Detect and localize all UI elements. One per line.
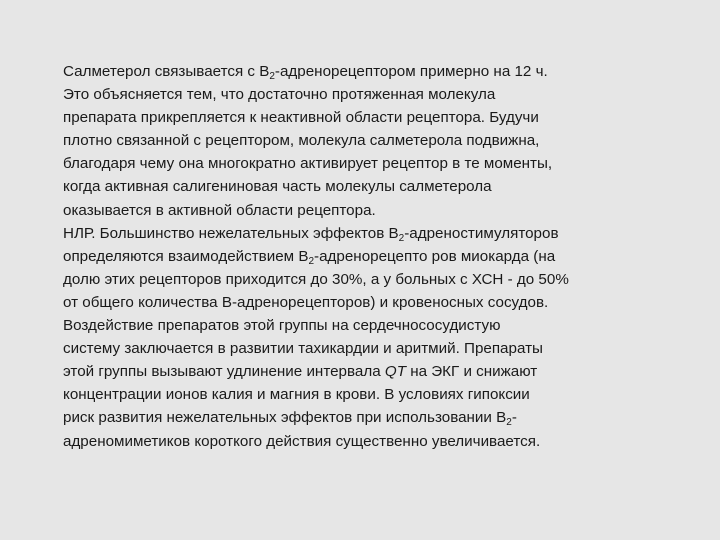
text-line-11: от общего количества В-адренорецепторов) и кровеносных сосудов. xyxy=(63,293,549,311)
text-line-12: Воздействие препаратов этой группы на сердечнососудистую xyxy=(63,317,501,335)
text-line-17: адреномиметиков короткого действия существенно увеличивается. xyxy=(63,432,541,450)
text-line-7: оказывается в активной области рецептора. xyxy=(63,201,376,219)
text-line-3: препарата прикрепляется к неактивной области рецептора. Будучи xyxy=(63,109,539,127)
text-line-15: концентрации ионов калия и магния в крови. В условиях гипоксии xyxy=(63,386,530,404)
text-line-16: риск развития нежелательных эффектов при использовании $В_2-$ xyxy=(63,409,517,429)
text-line-10: долю этих рецепторов приходится до 30%, а у больных с ХСН - до 50% xyxy=(63,270,569,288)
qt-italic: QT xyxy=(384,363,406,381)
text-line-2: Это объясняется тем, что достаточно протяженная молекула xyxy=(63,86,496,104)
subscript-2: 2 xyxy=(398,232,405,244)
body-text xyxy=(63,60,703,453)
text-line-6: когда активная салигениновая часть молекулы салметерола xyxy=(63,178,492,196)
text-line-4: плотно связанной с рецептором, молекула салметерола подвижна, xyxy=(63,132,540,150)
subscript-2: 2 xyxy=(308,255,315,267)
subscript-2: 2 xyxy=(506,417,512,429)
text-line-9: определяются взаимодействием $В_2$-адренорецепто ров миокарда (на xyxy=(63,247,556,267)
text-line-8: НЛР. Большинство нежелательных эффектов $В_2$-адреностимуляторов xyxy=(63,224,559,244)
text-line-14: этой группы вызывают удлинение интервала QT на ЭКГ и снижают xyxy=(63,363,538,381)
text-line-5: благодаря чему она многократно активирует рецептор в те моменты, xyxy=(63,155,553,173)
subscript-2: 2 xyxy=(269,71,275,82)
text-line-13: систему заключается в развитии тахикардии и аритмий. Препараты xyxy=(63,340,543,358)
text-line-1: Салметерол связывается с $В_2$-адренорецептором примерно на 12 ч. xyxy=(63,63,548,82)
